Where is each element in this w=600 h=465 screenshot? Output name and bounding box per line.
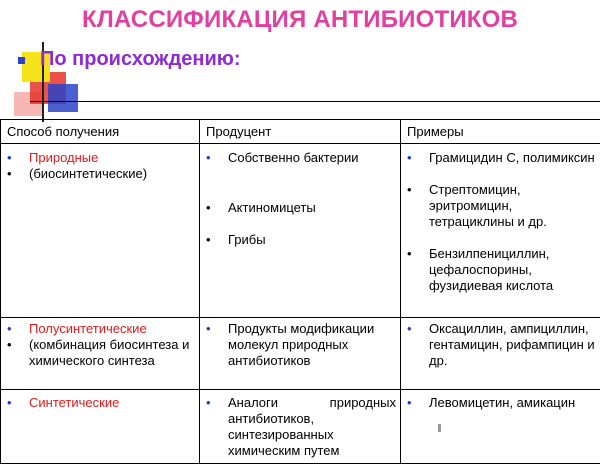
- bullet-icon: •: [206, 395, 211, 410]
- list-item: • Собственно бактерии: [206, 150, 359, 165]
- bullet-icon: •: [407, 150, 412, 165]
- table-header-row: [1, 120, 600, 144]
- table-row: [1, 144, 600, 318]
- list-item: • Продукты модификации молекул природных антибиотиков: [206, 321, 375, 368]
- section-subtitle: По происхождению:: [40, 48, 241, 70]
- cell-producer: [200, 390, 401, 464]
- cell-method: [1, 318, 200, 390]
- deco-pale-red-square: [14, 92, 44, 116]
- bullet-icon: •: [7, 337, 12, 352]
- cell-examples: [401, 390, 600, 464]
- decorative-tick-mark: [438, 424, 441, 432]
- table-row: [1, 390, 600, 464]
- list-item: • Бензилпенициллин, цефалоспорины, фузидиевая кислота: [407, 246, 554, 293]
- bullet-icon: •: [7, 166, 12, 181]
- page-title: КЛАССИФИКАЦИЯ АНТИБИОТИКОВ: [81, 6, 519, 33]
- list-item: • Левомицетин, амикацин: [407, 395, 576, 410]
- bullet-icon: •: [7, 321, 12, 336]
- divider-line: [30, 101, 600, 102]
- bullet-icon: •: [206, 150, 211, 165]
- cell-examples: [401, 318, 600, 390]
- table-row: [1, 318, 600, 390]
- list-item: • Природные: [7, 150, 99, 165]
- list-item: • (комбинация биосинтеза и химического синтеза: [7, 337, 190, 368]
- cell-producer: [200, 318, 401, 390]
- header-method: Способ получения: [1, 120, 200, 144]
- list-item: • Актиномицеты: [206, 200, 316, 215]
- bullet-icon: •: [407, 395, 412, 410]
- bullet-icon: •: [206, 232, 211, 247]
- antibiotics-classification-table: [0, 119, 600, 464]
- list-item: • Стрептомицин, эритромицин, тетрациклины и др.: [407, 182, 547, 229]
- bullet-icon: •: [7, 395, 12, 410]
- header-producer: Продуцент: [200, 120, 401, 144]
- cell-method: [1, 144, 200, 318]
- list-item: • Аналоги природных антибиотиков, синтезированных химическим путем: [206, 395, 396, 458]
- bullet-icon: •: [407, 182, 412, 197]
- bullet-icon: •: [407, 321, 412, 336]
- list-item: • Полусинтетические: [7, 321, 147, 336]
- bullet-icon: •: [206, 200, 211, 215]
- list-item: • Грамицидин С, полимиксин: [407, 150, 595, 165]
- list-item: • Грибы: [206, 232, 266, 247]
- bullet-icon: •: [7, 150, 12, 165]
- cell-producer: [200, 144, 401, 318]
- cell-examples: [401, 144, 600, 318]
- list-item: • Оксациллин, ампициллин, гентамицин, рифампицин и др.: [407, 321, 595, 368]
- list-item: • (биосинтетические): [7, 166, 148, 181]
- header-examples: Примеры: [401, 120, 600, 144]
- cell-method: [1, 390, 200, 464]
- list-item: • Синтетические: [7, 395, 120, 410]
- deco-blue-square: [48, 84, 78, 112]
- subtitle-bullet-icon: [18, 57, 25, 64]
- bullet-icon: •: [407, 246, 412, 261]
- bullet-icon: •: [206, 321, 211, 336]
